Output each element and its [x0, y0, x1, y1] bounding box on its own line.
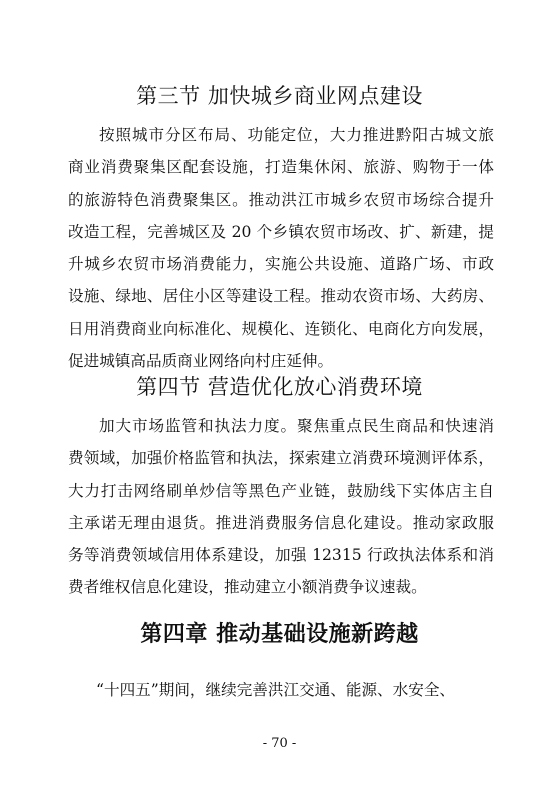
text-line: 费者维权信息化建设，推动建立小额消费争议速裁。	[68, 578, 427, 597]
text-line: 商业消费聚集区配套设施，打造集休闲、旅游、购物于一体	[68, 158, 494, 177]
text-line: 按照城市分区布局、功能定位，大力推进黔阳古城文旅	[99, 126, 494, 144]
text-line: 日用消费商业向标准化、规模化、连锁化、电商化方向发展，	[68, 319, 494, 338]
page-number: - 70 -	[262, 736, 297, 751]
text-line: 改造工程，完善城区及 20 个乡镇农贸市场改、扩、新建，提	[68, 222, 494, 241]
text-line: 促进城镇高品质商业网络向村庄延伸。	[68, 352, 334, 371]
chapter-4-heading: 第四章 推动基础设施新跨越	[140, 622, 419, 647]
section-3-paragraph	[68, 119, 494, 377]
text-line: 加大市场监管和执法力度。聚焦重点民生商品和快速消	[99, 417, 494, 435]
text-line: 务等消费领域信用体系建设，加强 12315 行政执法体系和消	[68, 546, 494, 565]
chapter-4-paragraph	[68, 674, 494, 706]
text-line: 的旅游特色消费聚集区。推动洪江市城乡农贸市场综合提升	[68, 190, 494, 209]
text-line: 大力打击网络刷单炒信等黑色产业链，鼓励线下实体店主自	[68, 481, 494, 500]
text-line: 升城乡农贸市场消费能力，实施公共设施、道路广场、市政	[68, 255, 494, 274]
section-4-heading: 第四节 营造优化放心消费环境	[136, 375, 423, 399]
text-line: 设施、绿地、居住小区等建设工程。推动农资市场、大药房、	[68, 287, 494, 306]
section-4-paragraph	[68, 410, 494, 604]
text-line: “十四五”期间，继续完善洪江交通、能源、水安全、	[96, 681, 456, 699]
text-line: 费领域，加强价格监管和执法，探索建立消费环境测评体系，	[68, 449, 494, 468]
section-3-heading: 第三节 加快城乡商业网点建设	[136, 84, 423, 108]
text-line: 主承诺无理由退货。推进消费服务信息化建设。推动家政服	[68, 513, 494, 532]
